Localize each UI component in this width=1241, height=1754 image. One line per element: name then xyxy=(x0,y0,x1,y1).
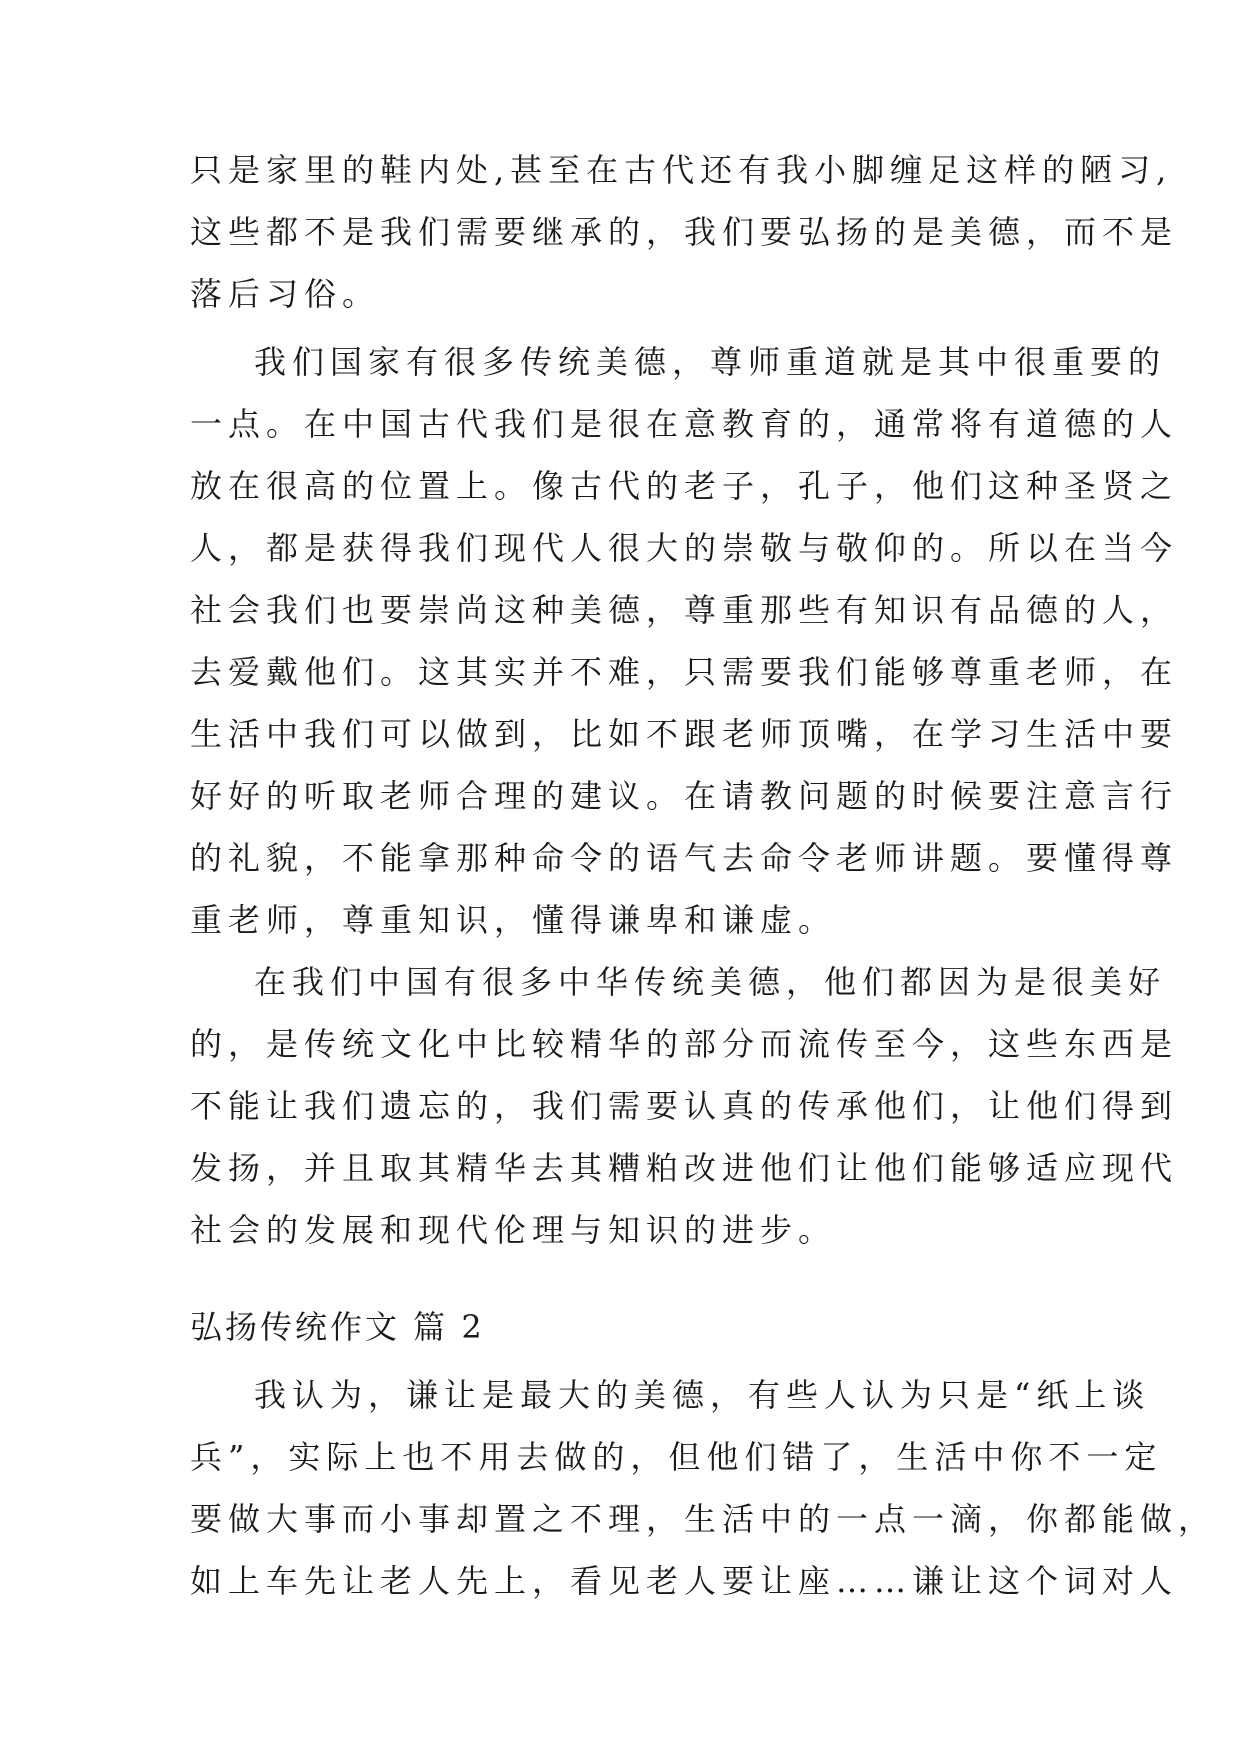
paragraph-2-line-1: 我们国家有很多传统美德，尊师重道就是其中很重要的 xyxy=(254,343,1167,381)
paragraph-3-line-1: 在我们中国有很多中华传统美德，他们都因为是很美好 xyxy=(254,963,1167,1001)
paragraph-3-line-2: 的，是传统文化中比较精华的部分而流传至今，这些东西是 xyxy=(190,1025,1179,1063)
paragraph-4-line-2: 兵”，实际上也不用去做的，但他们错了，生活中你不一定 xyxy=(190,1438,1163,1476)
paragraph-3-line-3: 不能让我们遗忘的，我们需要认真的传承他们，让他们得到 xyxy=(190,1087,1179,1125)
paragraph-4-line-1: 我认为，谦让是最大的美德，有些人认为只是“纸上谈 xyxy=(254,1376,1151,1414)
paragraph-2-line-9: 的礼貌，不能拿那种命令的语气去命令老师讲题。要懂得尊 xyxy=(190,839,1179,877)
paragraph-4-line-4: 如上车先让老人先上，看见老人要让座……谦让这个词对人 xyxy=(190,1562,1179,1600)
section-heading: 弘扬传统作文 篇 2 xyxy=(190,1308,485,1346)
paragraph-3-line-5: 社会的发展和现代伦理与知识的进步。 xyxy=(190,1211,837,1249)
paragraph-2-line-5: 社会我们也要崇尚这种美德，尊重那些有知识有品德的人， xyxy=(190,591,1179,629)
paragraph-1-line-2: 这些都不是我们需要继承的，我们要弘扬的是美德，而不是 xyxy=(190,213,1179,251)
paragraph-1-line-1: 只是家里的鞋内处,甚至在古代还有我小脚缠足这样的陋习, xyxy=(190,151,1173,189)
paragraph-2-line-10: 重老师，尊重知识，懂得谦卑和谦虚。 xyxy=(190,901,837,939)
paragraph-1-line-3: 落后习俗。 xyxy=(190,275,381,313)
paragraph-2-line-7: 生活中我们可以做到，比如不跟老师顶嘴，在学习生活中要 xyxy=(190,715,1179,753)
paragraph-4-line-3: 要做大事而小事却置之不理，生活中的一点一滴，你都能做， xyxy=(190,1500,1217,1538)
paragraph-2-line-6: 去爱戴他们。这其实并不难，只需要我们能够尊重老师，在 xyxy=(190,653,1179,691)
paragraph-2-line-4: 人，都是获得我们现代人很大的崇敬与敬仰的。所以在当今 xyxy=(190,529,1179,567)
paragraph-2-line-2: 一点。在中国古代我们是很在意教育的，通常将有道德的人 xyxy=(190,405,1179,443)
paragraph-3-line-4: 发扬，并且取其精华去其糟粕改进他们让他们能够适应现代 xyxy=(190,1149,1179,1187)
paragraph-2-line-3: 放在很高的位置上。像古代的老子，孔子，他们这种圣贤之 xyxy=(190,467,1179,505)
paragraph-2-line-8: 好好的听取老师合理的建议。在请教问题的时候要注意言行 xyxy=(190,777,1179,815)
